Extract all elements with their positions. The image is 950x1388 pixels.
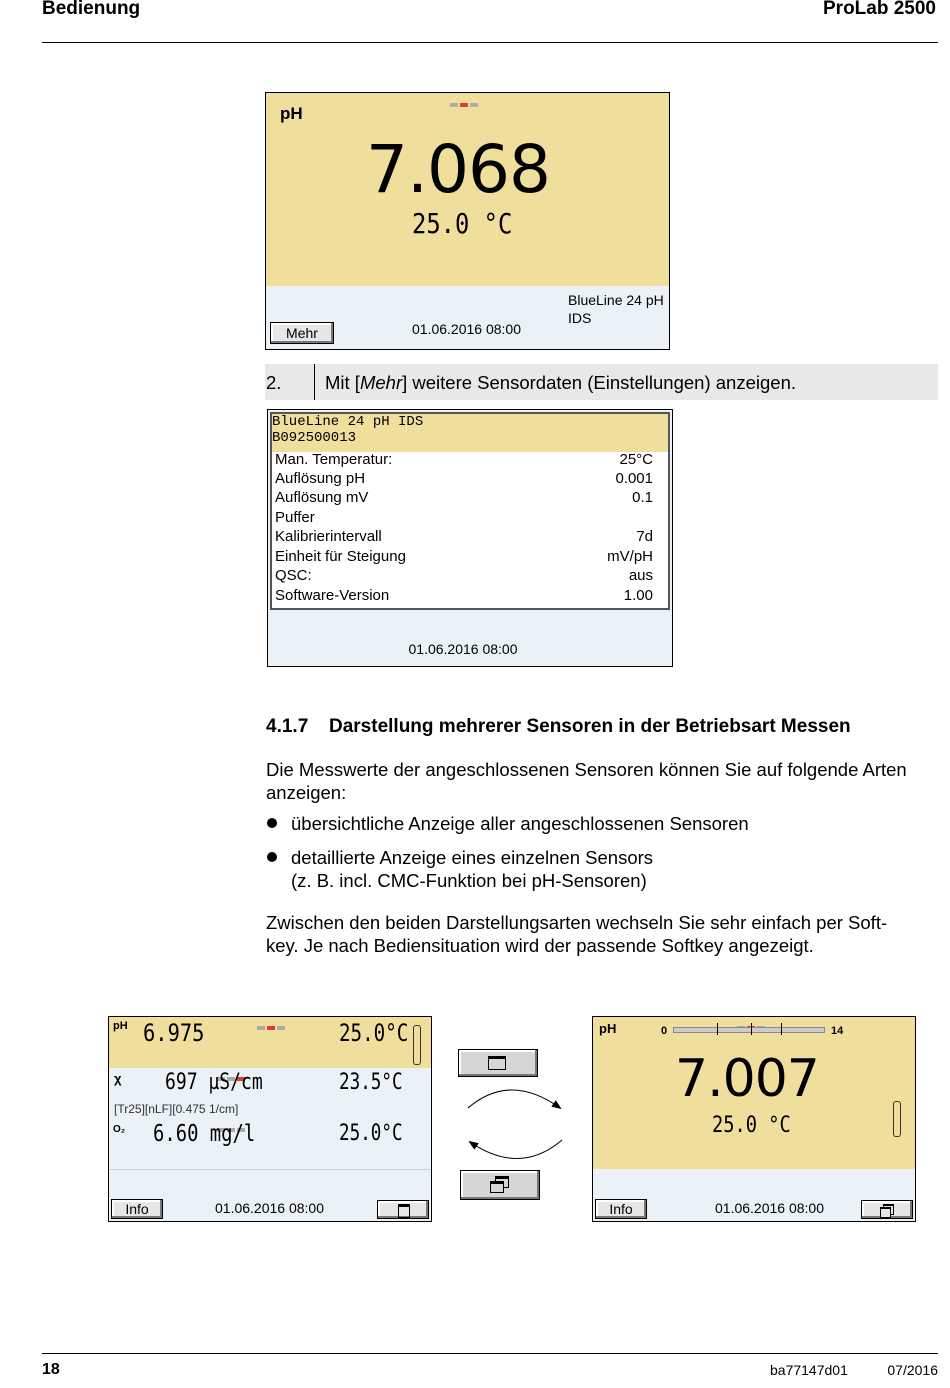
temperature-value: 23.5°C (339, 1070, 403, 1095)
settings-row: Einheit für Steigung mV/pH (275, 548, 653, 565)
bullet-icon (267, 818, 277, 828)
settings-row: Kalibrierintervall 7d (275, 528, 653, 545)
bullet-item (291, 846, 653, 892)
scale-max: 14 (831, 1025, 844, 1037)
windows-icon-back (490, 1181, 504, 1193)
section-title: Darstellung mehrerer Sensoren in der Betriebsart Messen (329, 716, 851, 737)
measured-value: 6.975 (143, 1019, 205, 1047)
doc-date: 07/2016 (887, 1362, 938, 1378)
param-label: pH (113, 1020, 128, 1032)
scale-marker (781, 1023, 782, 1035)
settings-row: Software-Version 1.00 (275, 587, 653, 604)
windows-icon-back (880, 1207, 891, 1218)
divider (109, 1169, 431, 1170)
datetime: 01.06.2016 08:00 (408, 641, 518, 657)
status-indicator (737, 1017, 767, 1021)
datetime: 01.06.2016 08:00 (412, 321, 521, 337)
window-icon (398, 1204, 410, 1218)
sensor-name (568, 291, 664, 327)
bullet-item: übersichtliche Anzeige aller angeschlossenen Sensoren (291, 813, 749, 834)
temperature-value: 25.0 °C (412, 207, 513, 240)
status-indicator (450, 94, 480, 98)
settings-row: Auflösung pH 0.001 (275, 470, 653, 487)
bullet-icon (267, 852, 277, 862)
measured-value: 697 µS/cm (165, 1070, 263, 1095)
measured-value: 7.007 (675, 1049, 819, 1109)
sensor-serial: B092500013 (272, 430, 357, 446)
step-number: 2. (266, 372, 282, 393)
multi-view-softkey[interactable] (861, 1200, 913, 1219)
cond-info: [Tr25][nLF][0.475 1/cm] (114, 1102, 239, 1116)
param-label: pH (280, 104, 303, 123)
settings-row: Puffer (275, 509, 315, 526)
measured-value: 6.60 mg/l (153, 1121, 256, 1147)
status-indicator (257, 1017, 287, 1021)
toggle-arrows-icon (460, 1078, 570, 1170)
param-label: χ (114, 1071, 122, 1086)
param-label: pH (599, 1021, 617, 1036)
header-right: ProLab 2500 (823, 0, 936, 19)
paragraph (266, 911, 887, 957)
temperature-value: 25.0°C (339, 1019, 409, 1047)
thermometer-icon (413, 1025, 421, 1065)
param-label: O₂ (113, 1124, 126, 1135)
screen-multi-sensor (108, 1016, 432, 1222)
paragraph-line: key. Je nach Bediensituation wird der passende Softkey angezeigt. (266, 935, 814, 956)
step-text: Mit [Mehr] weitere Sensordaten (Einstellungen) anzeigen. (325, 372, 796, 393)
multi-view-softkey[interactable] (460, 1170, 540, 1200)
single-view-softkey[interactable] (377, 1200, 429, 1219)
settings-row: QSC: aus (275, 567, 653, 584)
ph-scale-bar (673, 1027, 825, 1033)
temperature-value: 25.0°C (339, 1121, 403, 1146)
step-divider (314, 364, 315, 400)
paragraph-line: Zwischen den beiden Darstellungsarten wechseln Sie sehr einfach per Soft- (266, 912, 888, 933)
datetime: 01.06.2016 08:00 (215, 1200, 324, 1216)
measured-value: 7.068 (366, 131, 550, 208)
bullet-line: detaillierte Anzeige eines einzelnen Sensors (291, 847, 654, 868)
section-number: 4.1.7 (266, 716, 309, 737)
screen-single-sensor (592, 1016, 916, 1222)
screen-measure-ph (265, 92, 670, 350)
thermometer-icon (893, 1101, 901, 1137)
scale-marker (751, 1023, 752, 1035)
datetime: 01.06.2016 08:00 (715, 1200, 824, 1216)
info-softkey[interactable]: Info (111, 1199, 163, 1219)
window-icon (488, 1056, 506, 1070)
header-left: Bedienung (42, 0, 141, 19)
settings-row: Auflösung mV 0.1 (275, 489, 653, 506)
temperature-value: 25.0 °C (712, 1113, 791, 1138)
sensor-name-line1: BlueLine 24 pH (568, 292, 664, 308)
scale-marker (717, 1023, 718, 1035)
settings-row: Man. Temperatur: 25°C (275, 451, 653, 468)
scale-min: 0 (661, 1025, 668, 1037)
sensor-title: BlueLine 24 pH IDS (272, 414, 424, 430)
header-rule (42, 42, 938, 43)
bullet-line: (z. B. incl. CMC-Funktion bei pH-Sensoren) (291, 870, 647, 891)
mehr-softkey[interactable]: Mehr (270, 322, 334, 344)
single-view-softkey[interactable] (458, 1049, 538, 1077)
intro-paragraph: Die Messwerte der angeschlossenen Sensoren können Sie auf folgende Arten anzeigen: (266, 759, 907, 803)
settings-title (272, 414, 423, 446)
info-softkey[interactable]: Info (595, 1199, 647, 1219)
page-number: 18 (42, 1361, 60, 1378)
doc-id: ba77147d01 (770, 1362, 848, 1378)
footer-rule (42, 1353, 938, 1354)
sensor-name-line2: IDS (568, 310, 592, 326)
